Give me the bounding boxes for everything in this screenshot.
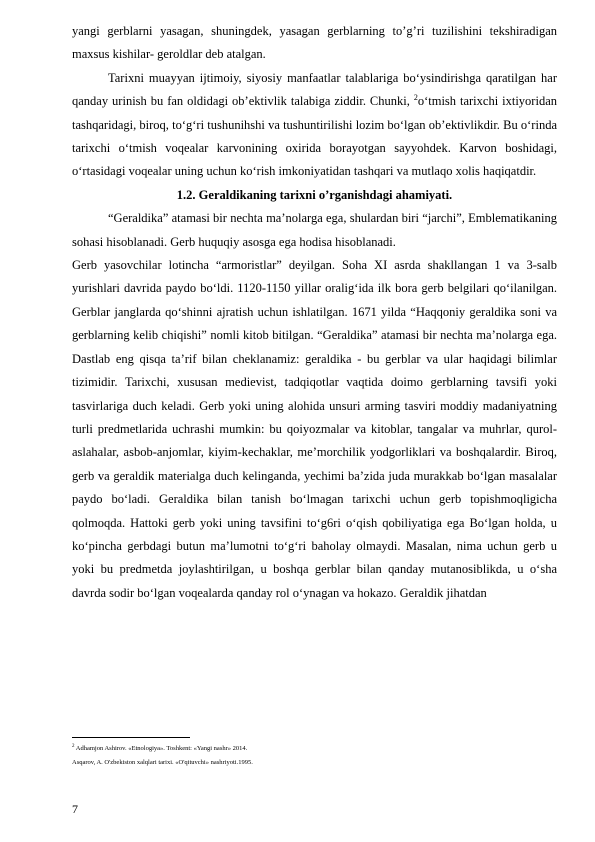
footnotes bbox=[72, 740, 557, 770]
section-heading: 1.2. Geraldikaning tarixni o’rganishdagi ahamiyati. bbox=[176, 187, 453, 202]
paragraph-continuation: yangi gerblarni yasagan, shuningdek, yasagan gerblarning to’g’ri tuzilishini tekshiradigan maxsus kishilar- geroldlar deb atalgan. bbox=[72, 24, 557, 62]
page-number: 7 bbox=[72, 802, 78, 816]
footnote-2: Asqarov, A. O'zbekiston xalqlari tarixi. «O'qituvchi» nashriyoti.1995. bbox=[72, 759, 253, 767]
page-body bbox=[72, 20, 557, 605]
paragraph-objectivity bbox=[72, 67, 557, 184]
footnote-ref[interactable]: 2 bbox=[413, 93, 418, 103]
paragraph-geraldika-meaning: “Geraldika” atamasi bir nechta ma’nolarga ega, shulardan biri “jarchi”, Emblematikaning sohasi hisoblanadi. Gerb huquqiy asosga ega hodisa hisoblanadi. bbox=[72, 211, 557, 249]
paragraph-objectivity-end: o‘tmish tarixchi ixtiyoridan tashqaridagi, biroq, to‘g‘ri tushunihshi va tushuntirilishi lozim bo‘lgan ob’ektivlikdir. Bu o‘rinda tarixchi o‘tmish voqealar karvonining oxirida borayotgan sayyohdek. Karvon boshidagi, o‘rtasidagi voqealar uning uchun ko‘rish imkoniyatidan tashqari va mutlaqo xolis haqiqatdir. bbox=[72, 94, 557, 179]
paragraph-gerb-history: Gerb yasovchilar lotincha “armoristlar” deyilgan. Soha XI asrda shakllangan 1 va 3-salb yurishlari davrida paydo bo‘ldi. 1120-1150 yillar oralig‘ida ilk bora gerb belgilari qo‘ilanilgan. Gerblar janglarda qo‘shinni ajratish uchun ishlatilgan. 1671 yilda “Haqqoniy geraldika soni va gerblarning kelib chiqishi” nomli kitob bitilgan. “Geraldika” atamasi bir nechta ma’nolarga ega. Dastlab eng qisqa ta’rif bilan cheklanamiz: geraldika - bu gerblar va ular haqidagi bilimlar tizimidir. Tarixchi, xususan medievist, tadqiqotlar vaqtida doimo gerblarning tavsifi yoki tasvirlariga duch keladi. Gerb yoki uning alohida unsuri arming tasviri moddiy madaniyatning turli predmetlarida uchrashi mumkin: bu qoiyozmalar va kitoblar, tangalar va muhrlar, qurol-aslahalar, asbob-anjomlar, kiyim-kechaklar, me’morchilik yodgorliklari va boshqalardir. Biroq, gerb va geraldik materialga duch kelinganda, yechimi ba’zida juda murakkab bo‘lgan masalalar paydo bo‘ladi. Geraldika bilan tanish bo‘lmagan tarixchi uchun gerb topishmoqligicha qolmoqda. Hattoki gerb yoki uning tavsifini to‘g6ri o‘qish qobiliyatiga ega Bo‘lgan holda, u ko‘pincha gerbdagi butun ma’lumotni to‘g‘ri baholay olmaydi. Masalan, nima uchun gerb u yoki bu predmetda joylashtirilgan, u boshqa gerblar bilan qanday mutanosiblikda, u o‘sha davrda sodir bo‘lgan voqealarda qanday rol o‘ynagan va hokazo. Geraldik jihatdan bbox=[72, 258, 557, 600]
paragraph-objectivity-start: Tarixni muayyan ijtimoiy, siyosiy manfaatlar talablariga bo‘ysindirishga qaratilgan har qanday urinish bu fan oldidagi ob’ektivlik talabiga ziddir. Chunki, bbox=[72, 70, 557, 109]
footnote-divider bbox=[72, 737, 190, 738]
footnote-1 bbox=[72, 740, 557, 756]
footnote-1-text: Adhamjon Ashirov. «Etnologiya». Toshkent: «Yangi nashr» 2014. bbox=[74, 745, 248, 753]
footnote-1-number: 2 bbox=[72, 744, 75, 749]
